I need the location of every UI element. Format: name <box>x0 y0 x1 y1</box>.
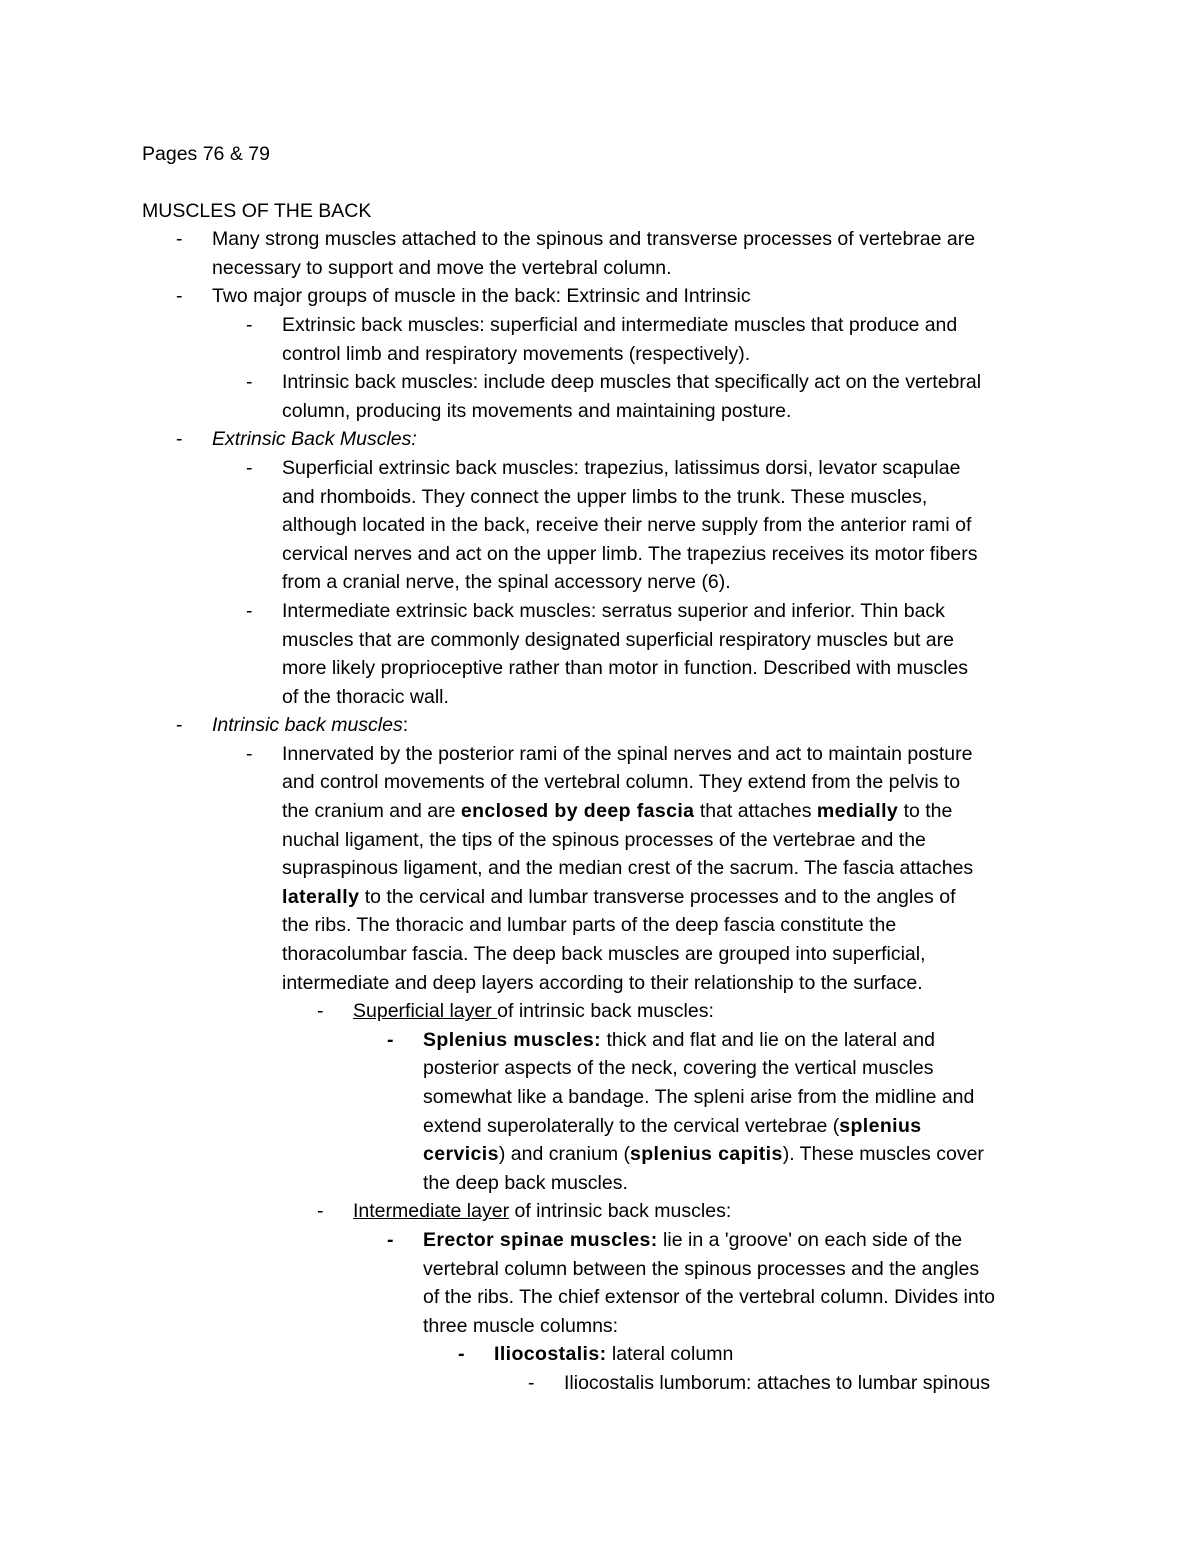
list-item <box>142 1226 1072 1255</box>
list-item-continuation <box>142 854 1072 883</box>
list-item <box>142 997 1072 1026</box>
text-segment: : <box>402 714 409 737</box>
list-item <box>142 425 1072 454</box>
list-item-continuation <box>142 626 1072 655</box>
bullet-dash: - <box>317 1000 324 1023</box>
list-item-continuation <box>142 969 1072 998</box>
text-segment: thick and flat and lie on the lateral and <box>601 1028 935 1051</box>
list-item-continuation <box>142 1054 1072 1083</box>
text-segment: Intermediate extrinsic back muscles: serratus superior and inferior. Thin back <box>282 599 945 622</box>
text-segment: muscles that are commonly designated superficial respiratory muscles but are <box>282 628 954 651</box>
document-body <box>142 140 1072 1398</box>
list-item-continuation <box>142 1083 1072 1112</box>
bullet-dash: - <box>387 1028 394 1051</box>
bullet-dash: - <box>387 1228 394 1251</box>
list-item-continuation <box>142 1140 1072 1169</box>
list-item <box>142 311 1072 340</box>
list-item-continuation <box>142 683 1072 712</box>
text-segment: although located in the back, receive their nerve supply from the anterior rami of <box>282 514 972 537</box>
list-item-continuation <box>142 1255 1072 1284</box>
text-segment: to the <box>898 800 953 823</box>
list-item-continuation <box>142 340 1072 369</box>
list-item-continuation <box>142 1283 1072 1312</box>
list-item-continuation <box>142 768 1072 797</box>
bullet-dash: - <box>246 456 253 479</box>
text-segment: Innervated by the posterior rami of the spinal nerves and act to maintain posture <box>282 742 973 765</box>
list-item-continuation <box>142 1112 1072 1141</box>
list-item-continuation <box>142 254 1072 283</box>
text-segment: more likely proprioceptive rather than motor in function. Described with muscles <box>282 657 969 680</box>
italic-heading: Extrinsic Back Muscles: <box>212 428 417 451</box>
bold-term: Iliocostalis: <box>494 1343 607 1366</box>
text-segment: lie in a 'groove' on each side of the <box>657 1228 963 1251</box>
list-item-continuation <box>142 911 1072 940</box>
list-item-continuation <box>142 826 1072 855</box>
text-segment: cervical nerves and act on the upper limb. The trapezius receives its motor fibers <box>282 542 978 565</box>
list-item-continuation <box>142 511 1072 540</box>
text-segment: of intrinsic back muscles: <box>509 1200 732 1223</box>
list-item-continuation <box>142 883 1072 912</box>
text-segment: somewhat like a bandage. The spleni arise from the midline and <box>423 1086 975 1108</box>
bold-term: medially <box>816 800 899 823</box>
text-segment: posterior aspects of the neck, covering the vertical muscles <box>423 1057 934 1080</box>
bold-term: splenius capitis <box>630 1143 783 1166</box>
bold-term: cervicis <box>423 1143 499 1166</box>
bullet-dash: - <box>246 742 253 765</box>
italic-heading: Intrinsic back muscles <box>212 714 403 737</box>
list-item <box>142 225 1072 254</box>
list-item <box>142 1340 1072 1369</box>
list-item <box>142 1197 1072 1226</box>
list-item-continuation <box>142 1312 1072 1341</box>
list-item-continuation <box>142 397 1072 426</box>
text-segment: the cranium and are <box>282 800 461 823</box>
text-segment: of intrinsic back muscles: <box>497 1000 714 1023</box>
text-segment: supraspinous ligament, and the median crest of the sacrum. The fascia attaches <box>282 857 974 880</box>
list-item <box>142 711 1072 740</box>
bold-term: splenius <box>839 1114 922 1137</box>
text-segment: the deep back muscles. <box>423 1171 628 1194</box>
text-segment: necessary to support and move the vertebral column. <box>212 256 672 279</box>
text-segment: thoracolumbar fascia. The deep back muscles are grouped into superficial, <box>282 943 926 966</box>
list-item-continuation <box>142 568 1072 597</box>
text-segment: that attaches <box>694 800 817 823</box>
list-item <box>142 368 1072 397</box>
bullet-dash: - <box>317 1200 324 1223</box>
text-segment: Many strong muscles attached to the spinous and transverse processes of vertebrae are <box>212 228 976 251</box>
text-segment: Intrinsic back muscles: include deep muscles that specifically act on the vertebral <box>282 371 982 394</box>
list-item-continuation <box>142 1169 1072 1198</box>
underlined-text: Intermediate layer <box>353 1200 510 1223</box>
bullet-dash: - <box>176 428 183 451</box>
text-segment: Iliocostalis lumborum: attaches to lumbar spinous <box>564 1371 990 1394</box>
bullet-dash: - <box>176 714 183 737</box>
list-item-continuation <box>142 654 1072 683</box>
text-segment: and rhomboids. They connect the upper limbs to the trunk. These muscles, <box>282 485 928 508</box>
text-segment: column, producing its movements and maintaining posture. <box>282 399 792 422</box>
spacer <box>142 169 1072 197</box>
text-segment: of the thoracic wall. <box>282 685 449 708</box>
text-segment: to the cervical and lumbar transverse processes and to the angles of <box>359 885 956 908</box>
bold-term: enclosed by deep fascia <box>460 800 695 823</box>
underlined-text: Superficial layer <box>353 1000 498 1023</box>
list-item <box>142 597 1072 626</box>
text-segment: nuchal ligament, the tips of the spinous processes of the vertebrae and the <box>282 828 926 851</box>
text-segment: lateral column <box>606 1343 734 1366</box>
text-segment: intermediate and deep layers according to their relationship to the surface. <box>282 971 923 994</box>
list-item <box>142 1026 1072 1055</box>
list-item-continuation <box>142 797 1072 826</box>
section-title: MUSCLES OF THE BACK <box>142 199 372 222</box>
text-segment: ) and cranium ( <box>498 1143 630 1166</box>
text-segment: of the ribs. The chief extensor of the vertebral column. Divides into <box>423 1286 995 1309</box>
list-item-continuation <box>142 940 1072 969</box>
list-item <box>142 282 1072 311</box>
text-segment: the ribs. The thoracic and lumbar parts of the deep fascia constitute the <box>282 914 897 937</box>
list-item <box>142 740 1072 769</box>
bullet-dash: - <box>246 313 253 336</box>
text-segment: control limb and respiratory movements (respectively). <box>282 342 751 365</box>
bullet-dash: - <box>176 228 183 251</box>
bold-term: Splenius muscles: <box>423 1028 602 1051</box>
text-segment: ). These muscles cover <box>782 1143 984 1166</box>
text-segment: extend superolaterally to the cervical vertebrae ( <box>423 1114 840 1137</box>
text-segment: Superficial extrinsic back muscles: trapezius, latissimus dorsi, levator scapulae <box>282 456 961 479</box>
pages-header: Pages 76 & 79 <box>142 143 270 165</box>
bullet-dash: - <box>528 1371 535 1394</box>
list-item-continuation <box>142 540 1072 569</box>
text-segment: from a cranial nerve, the spinal accessory nerve (6). <box>282 571 731 594</box>
bullet-dash: - <box>246 371 253 394</box>
list-item-continuation <box>142 483 1072 512</box>
text-segment: Extrinsic back muscles: superficial and intermediate muscles that produce and <box>282 313 958 336</box>
bold-term: laterally <box>282 885 360 908</box>
list-item <box>142 454 1072 483</box>
bullet-dash: - <box>458 1343 465 1366</box>
text-segment: Two major groups of muscle in the back: Extrinsic and Intrinsic <box>212 285 751 308</box>
text-segment: and control movements of the vertebral column. They extend from the pelvis to <box>282 771 961 794</box>
text-segment: vertebral column between the spinous processes and the angles <box>423 1257 980 1280</box>
text-segment: three muscle columns: <box>423 1314 619 1337</box>
bullet-dash: - <box>246 599 253 622</box>
bold-term: Erector spinae muscles: <box>423 1228 658 1251</box>
list-item <box>142 1369 1072 1398</box>
bullet-dash: - <box>176 285 183 308</box>
notes-list <box>142 225 1072 1397</box>
